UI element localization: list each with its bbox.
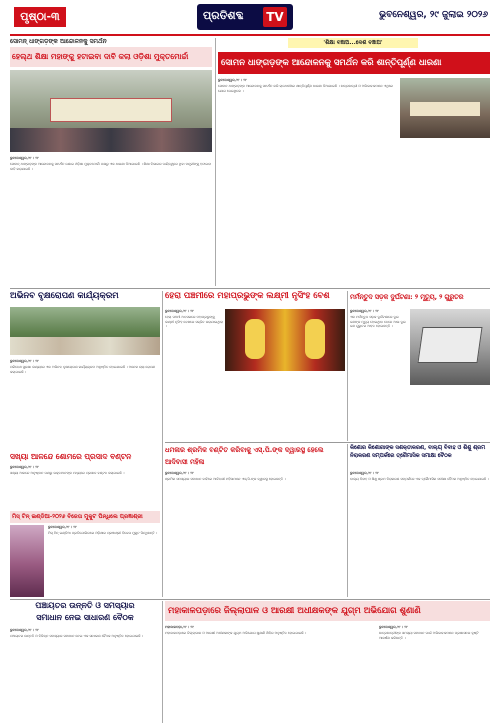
article-4-body: ଭୁବନେଶ୍ୱର,୨୯ । ୨୯ ସଖ୍ୟା ଆଳନ୍ଦେ ଅନୁଷ୍ଠାନ ପକ୍ଷରୁ ଭକ୍ତମାନଙ୍କ ମଧ୍ୟରେ ପ୍ରସାଦ ବଣ୍ଟନ କରାଯାଇଛି । (10, 465, 125, 476)
article-11 (165, 601, 490, 723)
article-1-kicker: ସୋମନ୍ ଧାଙ୍ଗଡ଼ଙ୍କ ଆନ୍ଦୋଳନକୁ ସମର୍ଥନ (10, 38, 107, 45)
article-11-body: ମହାକାଳପଡ଼ା,୨୯ । ୨୯ ମହାକାଳପଡ଼ାରେ ଜିଲ୍ଲାପାଳ ଓ ଆରକ୍ଷୀ ଅଧୀକ୍ଷକଙ୍କ ଯୁଗ୍ମ ଅଭିଯୋଗ ଶୁଣାଣି ଶିବିର ଅନୁଷ୍ଠିତ ହୋଇଯାଇଛି । (165, 625, 307, 636)
article-1-body: ଭୁବନେଶ୍ୱର,୨୯ । ୨୯ ସୋମନ୍ ଧାଙ୍ଗଡ଼ଙ୍କ ଆନ୍ଦୋଳନକୁ ସମର୍ଥନ ଜଣାଇ ଓଡ଼ିଶା ମୁକ୍ତମୋର୍ଚ୍ଚା ପକ୍ଷରୁ ଏକ ଧାରଣା ଦିଆଯାଇଛି । ଶିକ୍ଷା ବିଭାଗର ଦାୟିତ୍ୱରେ ଥିବା ମନ୍ତ୍ରୀଙ୍କୁ ହଟାଇବା ଦାବି କରାଯାଇଛି । (10, 156, 212, 171)
article-6-photo (225, 309, 345, 371)
article-3-headline: ଅଭିନବ ବୃକ୍ଷରୋପଣ କାର୍ଯ୍ୟକ୍ରମ (10, 291, 119, 301)
article-9-body: ଭୁବନେଶ୍ୱର,୨୯ । ୨୯ ବାଲ୍ୟ ବିବାହ ଓ ଶିଶୁ ଶ୍ରମ ନିରାକରଣ ସମ୍ପର୍କରେ ଏକ ତ୍ରୈମାସିକ ସମୀକ୍ଷା ବୈଠକ ଅନୁଷ୍ଠିତ ହୋଇଯାଇଛି । (350, 471, 489, 482)
article-5-body: ଭୁବନେଶ୍ୱର,୨୯ । ୨୯ ମିସ୍ ଟିନ୍ ଇଣ୍ଡିଆ ପ୍ରତିଯୋଗିତାରେ ଓଡ଼ିଶାର ପ୍ରଜ୍ଞାଶ୍ରୀ ବିଜେତା ମୁକୁଟ ପିନ୍ଧିଛନ୍ତି । (48, 525, 158, 536)
article-2-photo (400, 78, 490, 138)
logo (197, 4, 293, 30)
article-12-body: ଭୁବନେଶ୍ୱର,୨୯ । ୨୯ ଛାତ୍ରଛାତ୍ରୀଙ୍କ ସମସ୍ୟା ସମାଧାନ ପାଇଁ ଅଭିଭାବକମାନେ ପ୍ରଶାସନର ଦୃଷ୍ଟି ଆକର୍ଷଣ କରିଛନ୍ତି । (379, 625, 479, 640)
article-11-headline: ମହାକାଳପଡ଼ାରେ ଜିଲ୍ଲାପାଳ ଓ ଆରକ୍ଷୀ ଅଧୀକ୍ଷକଙ୍କ ଯୁଗ୍ମ ଅଭିଯୋଗ ଶୁଣାଣି (165, 601, 490, 621)
article-10-body: ଭୁବନେଶ୍ୱର,୨୯ । ୨୯ ପଞ୍ଚାୟତର ଉନ୍ନତି ଓ ବିଭିନ୍ନ ସମସ୍ୟାର ସମାଧାନ ନେଇ ଏକ ସାଧାରଣ ବୈଠକ ଅନୁଷ୍ଠିତ ହୋଇଯାଇଛି । (10, 628, 144, 639)
page-label: ପୃଷ୍ଠା-୩ (14, 7, 66, 27)
column-divider-mid-right-2 (347, 444, 348, 597)
article-4 (10, 452, 160, 510)
article-6-body: ଭୁବନେଶ୍ୱର,୨୯ । ୨୯ ହେରା ପଞ୍ଚମୀ ଅବସରରେ ମହାପ୍ରଭୁଙ୍କୁ ଲକ୍ଷ୍ମୀ ନୃସିଂହ ବେଶରେ ସଜ୍ଜିତ କରାଯାଇଥିଲା । (165, 309, 223, 329)
article-7-headline: ମର୍ମନ୍ତୁଦ ସଡ଼କ ଦୁର୍ଘଟଣା: ୨ ମୃତ୍ୟୁ, ୨ ଗୁରୁତର (350, 294, 464, 301)
article-1-headline: ହେଲ୍ଥ ଶିକ୍ଷା ମହାଙ୍କୁ ହଟାଇବା ଦାବି କଲା ଓଡ଼ିଶା ମୁକ୍ତମୋର୍ଚ୍ଚା (10, 47, 212, 67)
horizontal-rule-3 (10, 599, 490, 600)
article-3-photo (10, 307, 160, 355)
article-5 (10, 511, 160, 597)
article-9 (350, 444, 490, 597)
masthead-divider (10, 34, 490, 36)
article-3-body: ଭୁବନେଶ୍ୱର,୨୯ । ୨୯ ପରିବେଶ ସୁରକ୍ଷା ଲକ୍ଷ୍ୟରେ ଏକ ଅଭିନବ ବୃକ୍ଷରୋପଣ କାର୍ଯ୍ୟକ୍ରମ ଅନୁଷ୍ଠିତ ହୋଇଯାଇଛି । ଅନେକ ଚାରା ରୋପଣ କରାଯାଇଛି । (10, 359, 156, 374)
article-5-headline: ମିସ୍ ଟିନ୍ ଇଣ୍ଡିଆ-୨୦୨୬ ବିଜେତା ମୁକୁଟ ପିନ୍ଧିଲେ ପ୍ରଜ୍ଞାଶ୍ରୀ (10, 511, 160, 523)
article-2-banner: 'ଶିକ୍ଷା ବଞ୍ଚାଅ...ଦେଶ ବଞ୍ଚାଅ' (288, 38, 418, 48)
article-10-headline-2: ସମାଧାନ ନେଇ ସାଧାରଣ ବୈଠକ (36, 613, 134, 622)
article-7 (350, 291, 490, 441)
dateline: ଭୁବନେଶ୍ୱର, ୨୯ ଜୁଲାଇ ୨୦୨୬ (379, 10, 488, 20)
column-divider-mid-right (347, 291, 348, 441)
article-3 (10, 291, 160, 451)
column-divider-top (215, 38, 216, 286)
article-1-photo (10, 70, 212, 152)
article-8 (165, 444, 345, 597)
article-9-headline: କିଶୋର କିଶୋରୀଙ୍କ ସଶକ୍ତୀକରଣ, ବାଲ୍ୟ ବିବାହ ଓ ଶିଶୁ ଶ୍ରମ ନିରାକରଣ ସମ୍ପର୍କରେ ତ୍ରୈମାସିକ ସମୀକ୍ଷା ବୈଠକ (350, 445, 486, 459)
article-2-body: ଭୁବନେଶ୍ୱର,୨୯ । ୨୯ ସୋମନ ଧାଙ୍ଗଡ଼ଙ୍କ ଆନ୍ଦୋଳନକୁ ସମର୍ଥନ କରି ରାଜଧାନୀରେ ଶାନ୍ତିପୂର୍ଣ୍ଣ ଧାରଣା ଦିଆଯାଇଛି । ଛାତ୍ରଛାତ୍ରୀ ଓ ଅଭିଭାବକମାନେ ଏଥିରେ ଯୋଗ ଦେଇଥିଲେ । (218, 78, 393, 93)
logo-tv: TV (263, 7, 287, 27)
article-8-body: ଭୁବନେଶ୍ୱର,୨୯ । ୨୯ ଶ୍ରମିକ ସମସ୍ୟାର ସମାଧାନ ଦାବିରେ ଆଦିବାସୀ ମହିଳାମାନେ ଏସ୍.ପି.ଙ୍କ ଦ୍ୱାରସ୍ଥ ହୋଇଛନ୍ତି । (165, 471, 286, 482)
article-5-photo (10, 525, 44, 597)
article-10-headline-1: ପଞ୍ଚାୟତର ଉନ୍ନତି ଓ ସମସ୍ୟାର (35, 601, 135, 610)
logo-word: ପ୍ରତିଶବ୍ଦ (203, 9, 244, 22)
article-7-photo (410, 309, 490, 385)
column-divider-mid-left (162, 291, 163, 597)
article-2 (218, 38, 490, 286)
article-4-headline: ସଖ୍ୟା ଆଳନ୍ଦେ ଶୋମରେ ପ୍ରସାଦ ବଣ୍ଟନ (10, 452, 132, 461)
article-6-headline: ହେରା ପଞ୍ଚମୀରେ ମହାପ୍ରଭୁଙ୍କ ଲକ୍ଷ୍ମୀ ନୃସିଂହ ବେଶ (165, 291, 330, 301)
article-7-body: ଭୁବନେଶ୍ୱର,୨୯ । ୨୯ ଏକ ମର୍ମନ୍ତୁଦ ସଡ଼କ ଦୁର୍ଘଟଣାରେ ଦୁଇ ଜଣଙ୍କ ମୃତ୍ୟୁ ହୋଇଥିବା ବେଳେ ଆଉ ଦୁଇ ଜଣ ଗୁରୁତର ଆହତ ହୋଇଛନ୍ତି । (350, 309, 406, 329)
article-1 (10, 38, 212, 286)
article-8-headline: ଧମଳାର ଶ୍ରମିକ ବଣ୍ଟିତ କରିବାକୁ ଏସ୍.ପି.ଙ୍କ ଦ୍ୱାରସ୍ଥ ହେଲେ ଆଦିବାସୀ ମହିଳା (165, 446, 324, 466)
column-divider-bottom (162, 601, 163, 723)
article-10 (10, 601, 160, 723)
horizontal-rule-1 (10, 288, 490, 289)
article-2-headline: ସୋମନ ଧାଙ୍ଗଡ଼ଙ୍କ ଆନ୍ଦୋଳନକୁ ସମର୍ଥନ କରି ଶାନ୍ତିପୂର୍ଣ୍ଣ ଧାରଣା (218, 52, 490, 74)
horizontal-rule-2 (165, 442, 490, 443)
article-6 (165, 291, 345, 441)
